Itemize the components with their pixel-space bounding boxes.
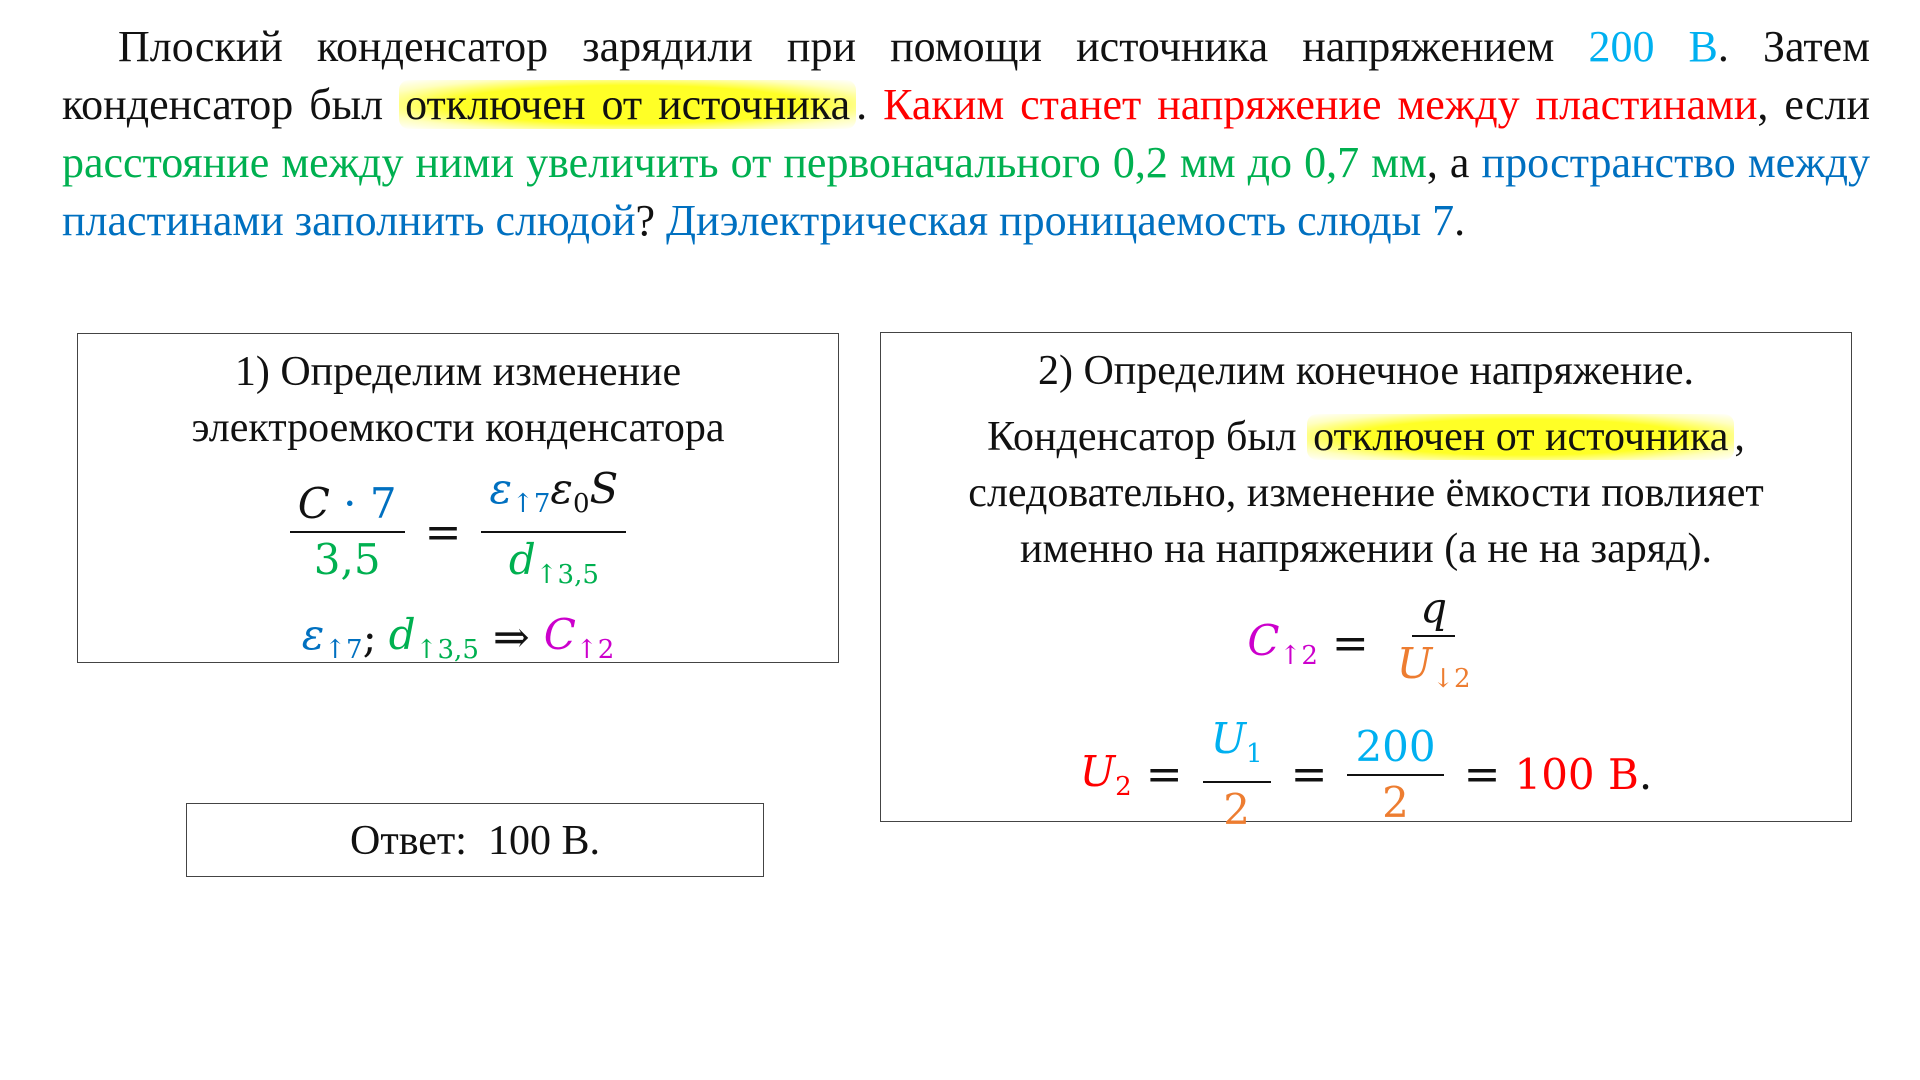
step2-formula-1 [881,581,1851,706]
distance-subscript: ↑3,5 [535,560,599,591]
step2-line-3: именно на напряжении (а не на заряд). [1020,526,1712,572]
result-value: 100 В [1514,750,1639,800]
epsilon-symbol: ε [301,610,325,660]
capacitance-subscript: ↑2 [575,635,615,666]
problem-text-4: , если [1757,80,1870,129]
step2-box [880,332,1852,835]
step1-title-1: 1) Определим изменение [234,349,682,395]
equals-sign: = [1463,749,1501,801]
capacitance-symbol: C [297,479,330,529]
distance-symbol: d [388,610,416,660]
denominator-2: 2 [1382,777,1409,827]
charge-symbol: q [1412,581,1455,637]
capacitance-subscript: ↑2 [1279,641,1318,672]
step2-formula-2 [881,712,1851,837]
highlight-disconnected: отключен от источника [1307,414,1734,460]
u1-over-2-fraction [1203,712,1271,837]
answer-label: Ответ: [350,818,467,864]
step2-line-1: Конденсатор был отключен от источника , [987,414,1745,460]
problem-text-5: , а [1426,138,1470,187]
initial-voltage-symbol: U [1210,714,1246,764]
epsilon0-symbol: ε [550,464,573,513]
answer-box [186,803,764,877]
epsilon-subscript: ↑7 [512,489,551,520]
equals-sign: = [1145,749,1183,801]
highlight-disconnected: отключен от источника [399,80,856,129]
factor-3-5: 3,5 [313,535,381,585]
step1-title-2: электроемкости конденсатора [191,405,725,451]
step2-title: 2) Определим конечное напряжение. [1037,348,1695,394]
dielectric-text: Диэлектрическая проницаемость слюды 7 [666,196,1455,245]
problem-text-2: . Затем конденсатор был [62,22,1870,129]
problem-text-7: . [1454,196,1466,245]
problem-text-3: . [856,80,868,129]
distance-text: расстояние между ними увеличить от первоначального 0,2 мм до 0,7 мм [62,138,1427,187]
area-symbol: S [589,464,619,513]
final-voltage-symbol: U [1079,747,1116,797]
denominator-2: 2 [1223,785,1250,835]
factor-7: · 7 [329,479,397,529]
charge-over-voltage-fraction [1389,581,1479,706]
voltage-symbol: U [1396,639,1433,688]
numerator-200: 200 [1347,720,1443,776]
separator: ; [362,613,377,663]
implies-arrow: ⇒ [492,612,530,664]
capacitance-symbol: C [1247,616,1280,665]
equals-sign: = [1331,618,1369,670]
epsilon-symbol: ε [489,464,513,513]
final-voltage-subscript: 2 [1115,772,1132,803]
epsilon0-subscript: 0 [572,489,590,520]
equals-sign: = [424,506,462,558]
answer-value: 100 В. [487,818,600,864]
200-over-2-fraction [1347,720,1443,830]
problem-text-6: ? [635,196,656,245]
mica-text: пространство между пластинами заполнить слюдой [62,138,1870,245]
result-dot: . [1638,750,1653,800]
distance-subscript: ↑3,5 [415,635,479,666]
capacitance-symbol: C [543,610,576,660]
voltage-value: 200 В [1588,22,1718,71]
step1-formula [78,462,838,602]
problem-text-1: Плоский конденсатор зарядили при помощи источника напряжением [118,22,1555,71]
equals-sign: = [1290,749,1328,801]
step2-line-2: следовательно, изменение ёмкости повлияет [968,470,1764,516]
question-text: Каким станет напряжение между пластинами [883,80,1758,129]
distance-symbol: d [508,535,536,585]
step1-conclusion [78,610,838,665]
epsilon-subscript: ↑7 [324,635,363,666]
voltage-subscript: ↓2 [1432,664,1471,695]
step1-left-fraction [290,477,405,587]
step1-right-fraction [481,462,626,602]
initial-voltage-subscript: 1 [1246,739,1263,770]
problem-statement [62,18,1870,250]
step1-box [77,333,839,666]
